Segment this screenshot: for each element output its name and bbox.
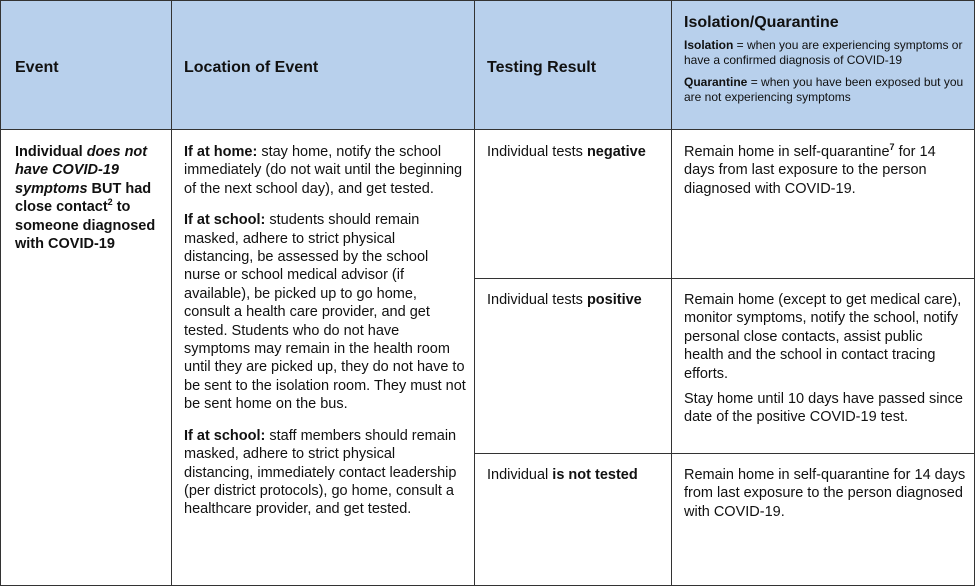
location-school-staff bbox=[184, 427, 466, 519]
quarantine-term: Quarantine bbox=[684, 74, 748, 89]
location-home-text: stay home, notify the school immediately (do not wait until the beginning of the next school day), and get tested. bbox=[184, 144, 463, 197]
location-home-label: If at home: bbox=[184, 144, 258, 160]
isolation-definition bbox=[684, 38, 969, 69]
test-outcome: is not tested bbox=[552, 467, 638, 483]
event-description bbox=[15, 143, 165, 253]
location-students-text: students should remain masked, adhere to strict physical distancing, be assessed by the school nurse or school medical advisor (if available), be picked up to go home, consult a health care provider, and get tested. Students who do not have symptoms may remain in the health room until they are picked up, they do not have to be sent to the isolation room. They must not be sent home on the bus. bbox=[184, 212, 466, 413]
location-staff-text: staff members should remain masked, adhere to strict physical distancing, immediately contact leadership (per district protocols), go home, consult a healthcare provider, and get tested. bbox=[184, 427, 457, 518]
guidance-positive-1: Remain home (except to get medical care), monitor symptoms, notify the school, notify personal close contacts, assist public health and the school in contact tracing efforts. bbox=[684, 292, 962, 382]
header-isolation-quarantine bbox=[684, 13, 969, 106]
header-isolation-title: Isolation/Quarantine bbox=[684, 14, 839, 31]
guidance-positive-2: Stay home until 10 days have passed since date of the positive COVID-19 test. bbox=[684, 391, 963, 426]
header-divider bbox=[0, 129, 975, 130]
table-border-top bbox=[0, 0, 975, 1]
guidance-text-b: for 14 days from last exposure to the person diagnosed with COVID-19. bbox=[684, 144, 936, 197]
testing-result-negative bbox=[487, 143, 667, 161]
event-text-4: to someone diagnosed with COVID-19 bbox=[15, 199, 156, 253]
header-location: Location of Event bbox=[184, 59, 319, 76]
test-outcome: positive bbox=[586, 292, 642, 308]
location-staff-label: If at school: bbox=[184, 427, 266, 444]
isolation-definition-text: = when you are experiencing symptoms or have a confirmed diagnosis of COVID-19 bbox=[684, 38, 963, 68]
location-home bbox=[184, 143, 466, 198]
test-outcome: negative bbox=[586, 144, 646, 160]
row-divider-1 bbox=[474, 278, 975, 279]
testing-result-positive bbox=[487, 291, 667, 309]
test-prefix: Individual tests bbox=[487, 144, 587, 160]
event-footnote: 2 bbox=[107, 197, 113, 208]
testing-result-not-tested bbox=[487, 466, 667, 484]
column-divider-1 bbox=[171, 0, 172, 586]
location-students-label: If at school: bbox=[184, 212, 266, 229]
header-testing-result: Testing Result bbox=[487, 59, 597, 76]
column-divider-2 bbox=[474, 0, 475, 586]
quarantine-definition bbox=[684, 75, 969, 106]
location-description bbox=[184, 143, 466, 519]
guidance-positive bbox=[684, 291, 966, 427]
guidance-not-tested: Remain home in self-quarantine for 14 days from last exposure to the person diagnosed with COVID-19. bbox=[684, 467, 966, 520]
event-text-2: does not have COVID-19 symptoms bbox=[15, 144, 148, 197]
guidance-text-a: Remain home in self-quarantine bbox=[684, 144, 890, 160]
table-border-left bbox=[0, 0, 1, 586]
row-divider-2 bbox=[474, 453, 975, 454]
guidance-footnote: 7 bbox=[889, 142, 895, 153]
guidance-negative bbox=[684, 143, 966, 198]
isolation-term: Isolation bbox=[684, 38, 734, 52]
test-prefix: Individual tests bbox=[487, 292, 587, 308]
event-text-1: Individual bbox=[15, 144, 87, 160]
location-school-students bbox=[184, 211, 466, 413]
column-divider-3 bbox=[671, 0, 672, 586]
test-prefix: Individual bbox=[487, 467, 553, 483]
event-text-3: BUT had close contact bbox=[15, 180, 152, 216]
quarantine-definition-text: = when you have been exposed but you are not experiencing symptoms bbox=[684, 74, 964, 105]
header-event: Event bbox=[15, 59, 59, 76]
